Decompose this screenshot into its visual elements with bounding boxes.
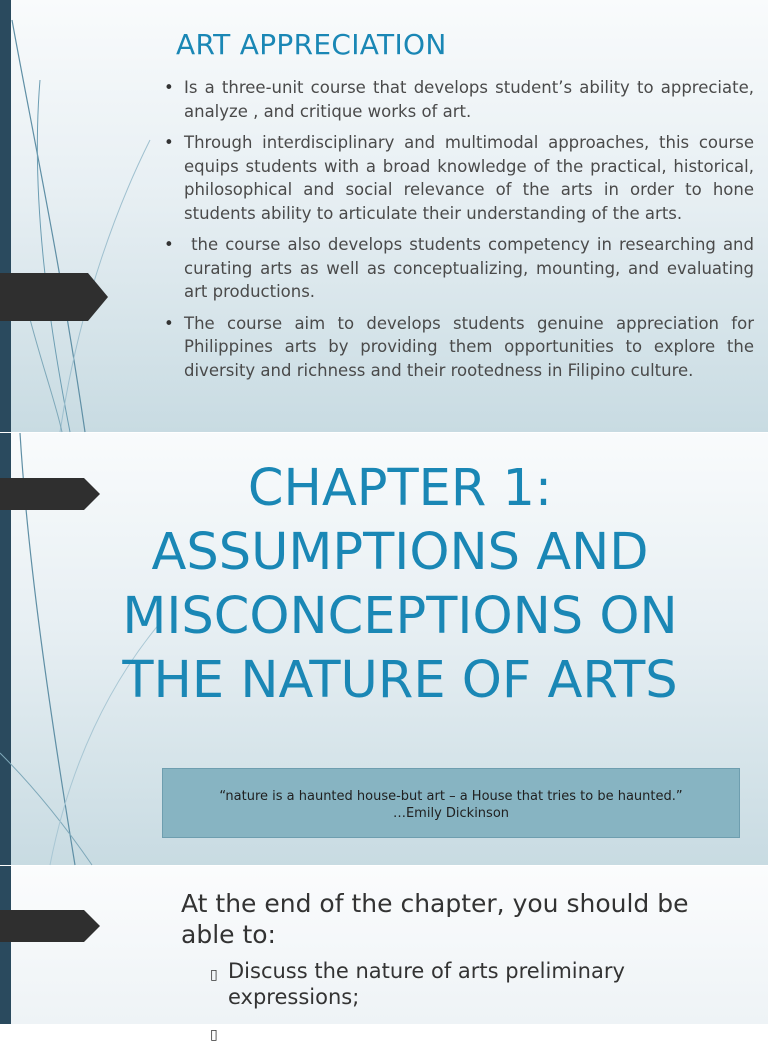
slide-left-bar	[0, 866, 11, 1024]
slide-left-bar	[0, 0, 11, 432]
slide-title: ART APPRECIATION	[176, 28, 447, 61]
slide-art-appreciation	[0, 0, 768, 432]
bullet-icon: •	[164, 235, 174, 254]
slide-tab-marker	[0, 910, 100, 942]
objectives-heading: At the end of the chapter, you should be able to:	[181, 889, 689, 949]
slide-objectives	[0, 866, 768, 1043]
bullet-item: • Is a three-unit course that develops student’s ability to appreciate, analyze , and critique works of art.	[164, 78, 754, 121]
decorative-curves	[0, 0, 140, 432]
bullet-icon: •	[164, 313, 174, 333]
checkbox-icon: ▯	[210, 1027, 218, 1043]
checkbox-icon: ▯	[210, 967, 218, 983]
slide-chapter-1	[0, 433, 768, 865]
objectives-list	[210, 958, 730, 1043]
quote-box	[162, 768, 740, 838]
bullet-item: • the course also develops students competency in researching and curating arts as well as conceptualizing, mounting, and evaluating art productions.	[164, 235, 760, 301]
bullet-list	[162, 76, 760, 390]
bullet-item: • Through interdisciplinary and multimodal approaches, this course equips students with a broad knowledge of the practical, historical, philosophical and social relevance of the arts in order to hone students ability to articulate their understanding of the arts.	[164, 133, 754, 223]
bullet-icon: •	[164, 133, 174, 152]
bullet-icon: •	[164, 78, 174, 97]
bullet-item: • The course aim to develops students genuine appreciation for Philippines arts by providing them opportunities to explore the diversity and richness and their rootedness in Filipino culture.	[164, 313, 754, 380]
quote-author: …Emily Dickinson	[392, 806, 510, 821]
slide-tab-marker	[0, 273, 108, 321]
chapter-title: CHAPTER 1: ASSUMPTIONS AND MISCONCEPTIONS ON THE NATURE OF ARTS	[122, 459, 678, 710]
objective-item: ▯ Discuss the nature of arts preliminary expressions;	[210, 959, 625, 1009]
quote-text: “nature is a haunted house-but art – a House that tries to be haunted.”	[219, 789, 683, 804]
